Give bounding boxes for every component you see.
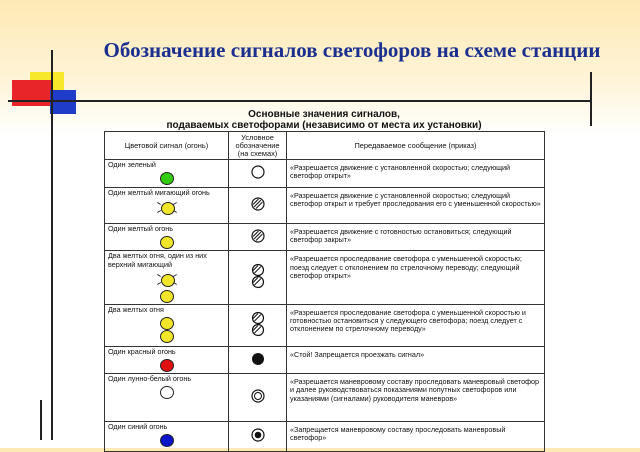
signal-name: Один желтый огонь [108, 224, 174, 233]
message-cell [287, 160, 545, 188]
table-row [105, 224, 545, 251]
signal-name: Один красный огонь [108, 346, 176, 356]
flashing-lamp-icon [157, 200, 177, 215]
message-cell [287, 374, 545, 422]
message-cell [287, 346, 545, 373]
table-caption [104, 109, 544, 131]
open-circle-symbol-icon [250, 173, 266, 182]
signal-name: Один желтый мигающий огонь [108, 188, 210, 197]
symbol-cell [229, 304, 287, 346]
table-row [105, 346, 545, 373]
lamp-group [108, 359, 225, 372]
signal-cell [105, 304, 229, 346]
signal-cell [105, 224, 229, 251]
signal-cell [105, 374, 229, 422]
table-row [105, 304, 545, 346]
flashing-lamp-icon [157, 272, 177, 287]
message-cell [287, 422, 545, 452]
symbol-cell [229, 160, 287, 188]
dot-circle-symbol-icon [250, 436, 266, 445]
message-cell [287, 304, 545, 346]
signal-message: «Запрещается маневровому составу проследовать маневровый светофор» [290, 425, 506, 443]
signal-cell [105, 422, 229, 452]
signal-message: «Разрешается движение с установленной скоростью; следующий светофор открыт» [290, 163, 511, 181]
lamp-group [108, 386, 225, 399]
signal-cell [105, 160, 229, 188]
symbol-cell [229, 346, 287, 373]
lamp-yellow-icon [161, 274, 175, 287]
symbol-cell [229, 374, 287, 422]
filled-circle-symbol-icon [250, 360, 266, 369]
lamp-red-icon [160, 359, 174, 372]
hatched-circle-symbol-icon [250, 237, 266, 246]
table-row [105, 188, 545, 224]
lamp-yellow-icon [160, 290, 174, 303]
lamp-yellow-icon [161, 202, 175, 215]
table-row [105, 160, 545, 188]
lamp-group [108, 200, 225, 217]
message-cell [287, 251, 545, 304]
ring-circle-symbol-icon [250, 397, 266, 406]
header-signal: Цветовой сигнал (огонь) [105, 132, 229, 160]
lamp-yellow-icon [160, 236, 174, 249]
decor-vertical-line [51, 50, 53, 440]
signal-message: «Разрешается проследование светофора с уменьшенной скоростью и готовностью остановиться у следующего светофора; поезд следует с отклонением по стрелочному переводу» [290, 307, 526, 334]
signal-cell [105, 188, 229, 224]
decor-horizontal-line [8, 100, 592, 102]
lamp-green-icon [160, 172, 174, 185]
symbol-cell [229, 251, 287, 304]
page-title: Обозначение сигналов светофоров на схеме станции [103, 38, 601, 62]
symbol-cell [229, 422, 287, 452]
message-cell [287, 224, 545, 251]
signal-message: «Разрешается движение с установленной скоростью; следующий светофор открыт и требует проследования его с уменьшенной скоростью» [290, 191, 541, 209]
signal-name: Два желтых огня, один из них верхний мигающий [108, 251, 207, 269]
decor-right-vertical-line [590, 72, 592, 126]
lamp-group [108, 172, 225, 185]
lamp-yellow-icon [160, 330, 174, 343]
signal-message: «Разрешается маневровому составу проследовать маневровый светофор и далее руководствоваться показаниями попутных светофоров или указаниями (сигналами) руководителя маневров» [290, 377, 540, 403]
table-row [105, 374, 545, 422]
lamp-group [108, 317, 225, 343]
message-cell [287, 188, 545, 224]
header-message: Передаваемое сообщение (приказ) [287, 132, 545, 160]
signal-cell [105, 346, 229, 373]
symbol-cell [229, 224, 287, 251]
signal-name: Один зеленый [108, 160, 156, 169]
decor-blue-square [50, 90, 76, 114]
signals-table [104, 131, 545, 452]
lamp-yellow-icon [160, 317, 174, 330]
signal-name: Два желтых огня [108, 304, 164, 314]
signal-message: «Разрешается проследование светофора с уменьшенной скоростью; поезд следует с отклонением по стрелочному переводу; следующий светофор открыт» [290, 254, 522, 281]
decor-red-square [12, 80, 52, 106]
header-symbol: Условное обозначение (на схемах) [229, 132, 287, 160]
signal-message: «Разрешается движение с готовностью остановиться; следующий светофор закрыт» [290, 227, 512, 245]
lamp-group [108, 434, 225, 447]
lamp-white-icon [160, 386, 174, 399]
lamp-group [108, 236, 225, 249]
table-row [105, 251, 545, 304]
signal-message: «Стой! Запрещается проезжать сигнал» [290, 349, 425, 359]
symbol-cell [229, 188, 287, 224]
table-header-row [105, 132, 545, 160]
lamp-group [108, 272, 225, 302]
signal-name: Один синий огонь [108, 422, 168, 432]
decor-left-accent-line [40, 400, 42, 440]
double-hatched-circle-symbol-icon [250, 330, 266, 339]
signal-name: Один лунно-белый огонь [108, 374, 192, 384]
lamp-blue-icon [160, 434, 174, 447]
hatched-circle-symbol-icon [250, 205, 266, 214]
table-caption-line-1: Основные значения сигналов, [248, 109, 400, 120]
signal-cell [105, 251, 229, 304]
table-caption-line-2: подаваемых светофорами (независимо от места их установки) [166, 120, 482, 131]
double-hatched-circle-symbol-icon [250, 282, 266, 291]
table-row [105, 422, 545, 452]
